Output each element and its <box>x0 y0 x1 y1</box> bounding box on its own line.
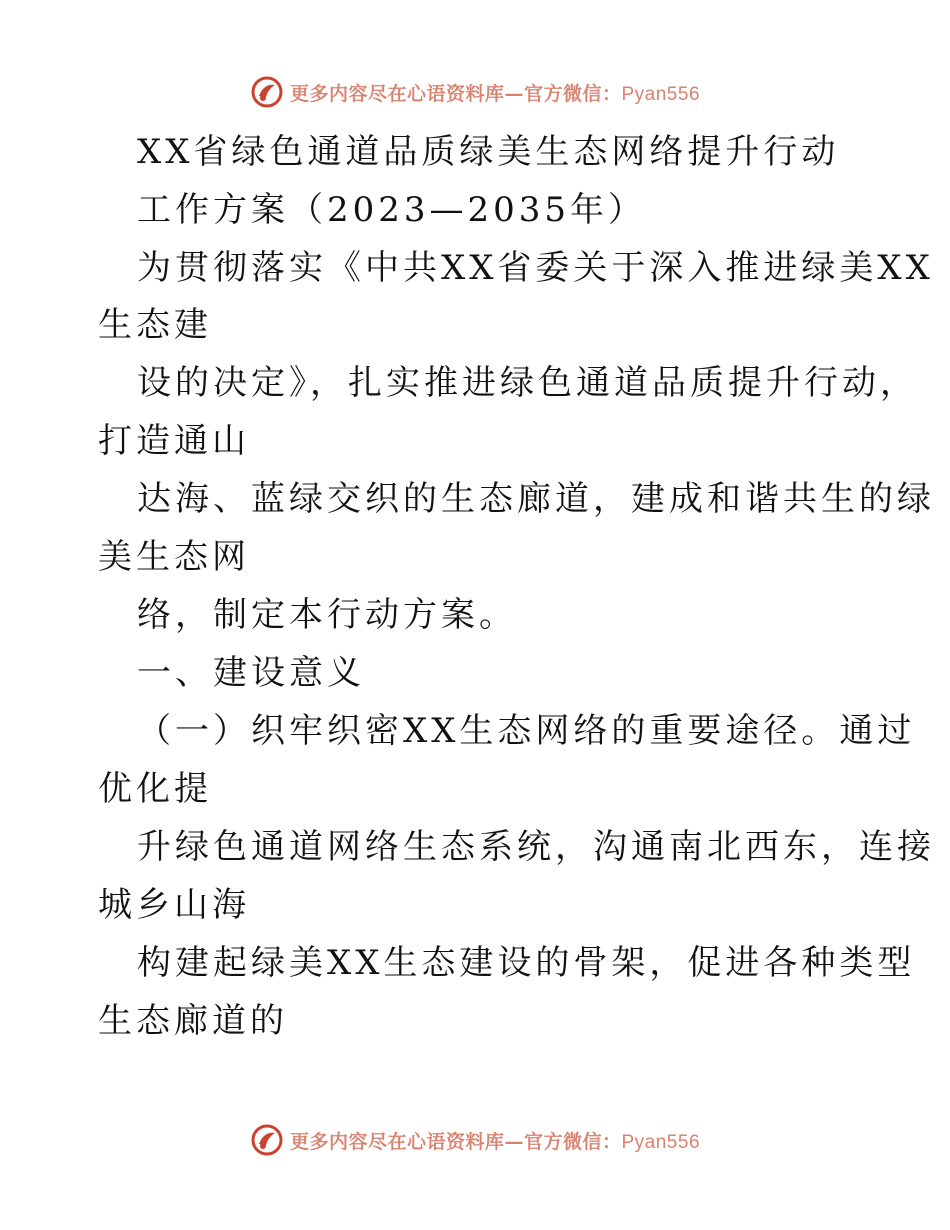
logo-icon <box>250 1123 284 1157</box>
document-title-line-2: 工作方案（2023—2035年） <box>137 190 647 230</box>
footer-watermark-banner <box>0 1118 950 1162</box>
watermark-separator: — <box>504 1130 524 1153</box>
watermark-main-text: 更多内容尽在心语资料库 <box>289 82 505 105</box>
watermark-wechat-id: Pyan556 <box>621 1131 701 1153</box>
header-watermark <box>250 75 700 109</box>
paragraph-line: 为贯彻落实《中共XX省委关于深入推进绿美XX <box>137 248 934 288</box>
subsection-line: （一）织牢织密XX生态网络的重要途径。通过 <box>137 711 916 751</box>
watermark-label: 官方微信： <box>523 82 622 105</box>
watermark-main-text: 更多内容尽在心语资料库 <box>289 1130 505 1153</box>
watermark-separator: — <box>504 82 524 105</box>
watermark-text <box>290 79 700 106</box>
section-heading: 一、建设意义 <box>137 653 365 693</box>
document-title-line-1: XX省绿色通道品质绿美生态网络提升行动 <box>137 132 840 172</box>
paragraph-line: 生态建 <box>98 305 212 345</box>
paragraph-line: 生态廊道的 <box>98 1001 288 1041</box>
paragraph-line: 络，制定本行动方案。 <box>137 595 517 635</box>
watermark-text <box>290 1127 700 1154</box>
paragraph-line: 升绿色通道网络生态系统，沟通南北西东，连接 <box>137 827 935 867</box>
logo-icon <box>250 75 284 109</box>
watermark-wechat-id: Pyan556 <box>621 83 701 105</box>
footer-watermark <box>250 1123 700 1157</box>
watermark-label: 官方微信： <box>523 1130 622 1153</box>
paragraph-line: 优化提 <box>98 769 212 809</box>
paragraph-line: 城乡山海 <box>98 885 250 925</box>
paragraph-line: 构建起绿美XX生态建设的骨架，促进各种类型 <box>137 943 916 983</box>
paragraph-line: 美生态网 <box>98 537 250 577</box>
paragraph-line: 达海、蓝绿交织的生态廊道，建成和谐共生的绿 <box>137 479 935 519</box>
paragraph-line: 设的决定》，扎实推进绿色通道品质提升行动， <box>137 363 918 403</box>
paragraph-line: 打造通山 <box>98 421 250 461</box>
header-watermark-banner <box>0 70 950 114</box>
